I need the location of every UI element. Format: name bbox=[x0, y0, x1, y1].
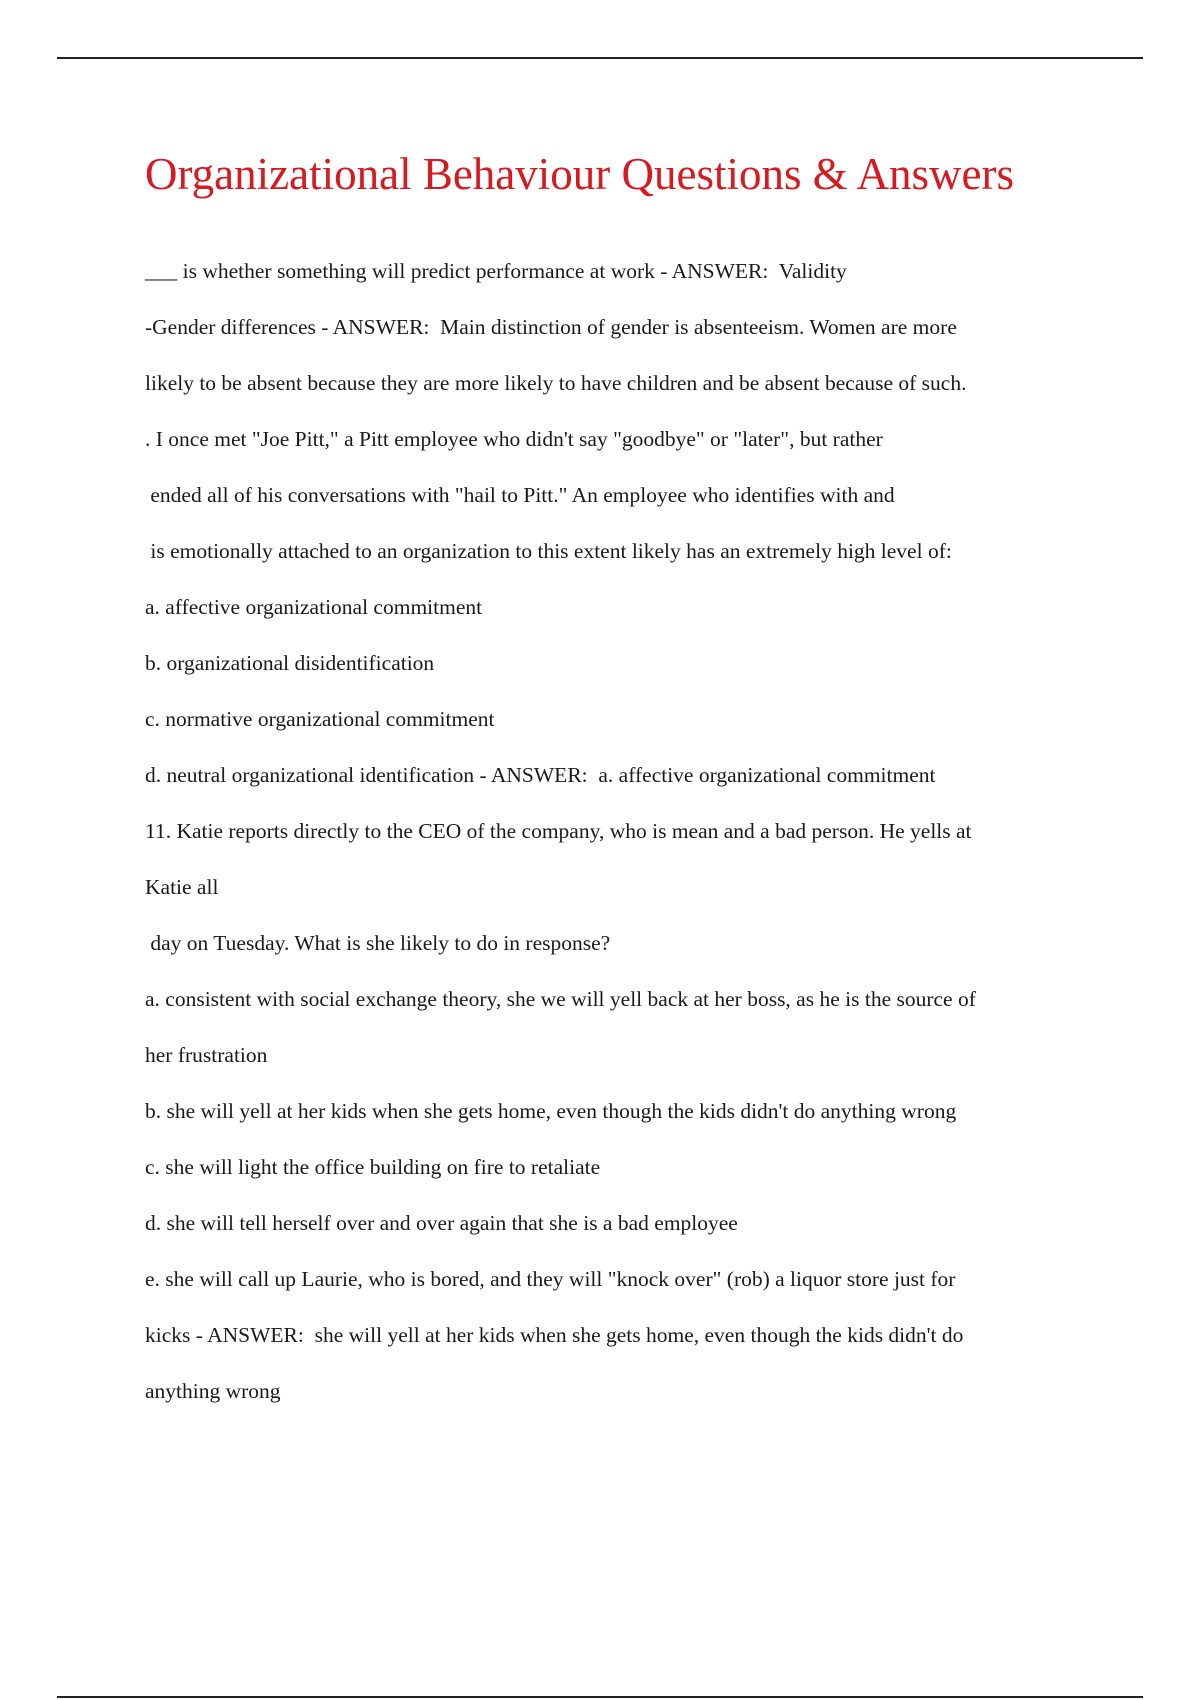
document-body bbox=[145, 253, 1155, 1429]
document-title: Organizational Behaviour Questions & Answers bbox=[145, 149, 1015, 199]
text-line: likely to be absent because they are more likely to have children and be absent because of such. bbox=[145, 371, 967, 395]
text-line: b. organizational disidentification bbox=[145, 651, 435, 675]
text-line: ___ is whether something will predict performance at work - ANSWER: Validity bbox=[145, 259, 847, 283]
text-line: day on Tuesday. What is she likely to do in response? bbox=[145, 931, 611, 955]
text-line: -Gender differences - ANSWER: Main distinction of gender is absenteeism. Women are more bbox=[145, 315, 957, 339]
text-line: ended all of his conversations with "hail to Pitt." An employee who identifies with and bbox=[145, 483, 895, 507]
text-line: b. she will yell at her kids when she gets home, even though the kids didn't do anything wrong bbox=[145, 1099, 957, 1123]
text-line: is emotionally attached to an organization to this extent likely has an extremely high level of: bbox=[145, 539, 952, 563]
text-line: kicks - ANSWER: she will yell at her kids when she gets home, even though the kids didn't do bbox=[145, 1323, 964, 1347]
text-line: . I once met "Joe Pitt," a Pitt employee who didn't say "goodbye" or "later", but rather bbox=[145, 427, 883, 451]
text-line: Katie all bbox=[145, 875, 219, 899]
text-line: a. affective organizational commitment bbox=[145, 595, 483, 619]
text-line: 11. Katie reports directly to the CEO of the company, who is mean and a bad person. He yells at bbox=[145, 819, 972, 843]
text-line: her frustration bbox=[145, 1043, 268, 1067]
text-line: d. she will tell herself over and over again that she is a bad employee bbox=[145, 1211, 738, 1235]
text-line: e. she will call up Laurie, who is bored, and they will "knock over" (rob) a liquor store just for bbox=[145, 1267, 956, 1291]
text-line: a. consistent with social exchange theory, she we will yell back at her boss, as he is the source of bbox=[145, 987, 976, 1011]
text-line: anything wrong bbox=[145, 1379, 281, 1403]
header-rule bbox=[57, 57, 1143, 59]
text-line: c. normative organizational commitment bbox=[145, 707, 495, 731]
text-line: c. she will light the office building on fire to retaliate bbox=[145, 1155, 601, 1179]
text-line: d. neutral organizational identification - ANSWER: a. affective organizational commitment bbox=[145, 763, 936, 787]
footer-rule bbox=[57, 1696, 1143, 1698]
